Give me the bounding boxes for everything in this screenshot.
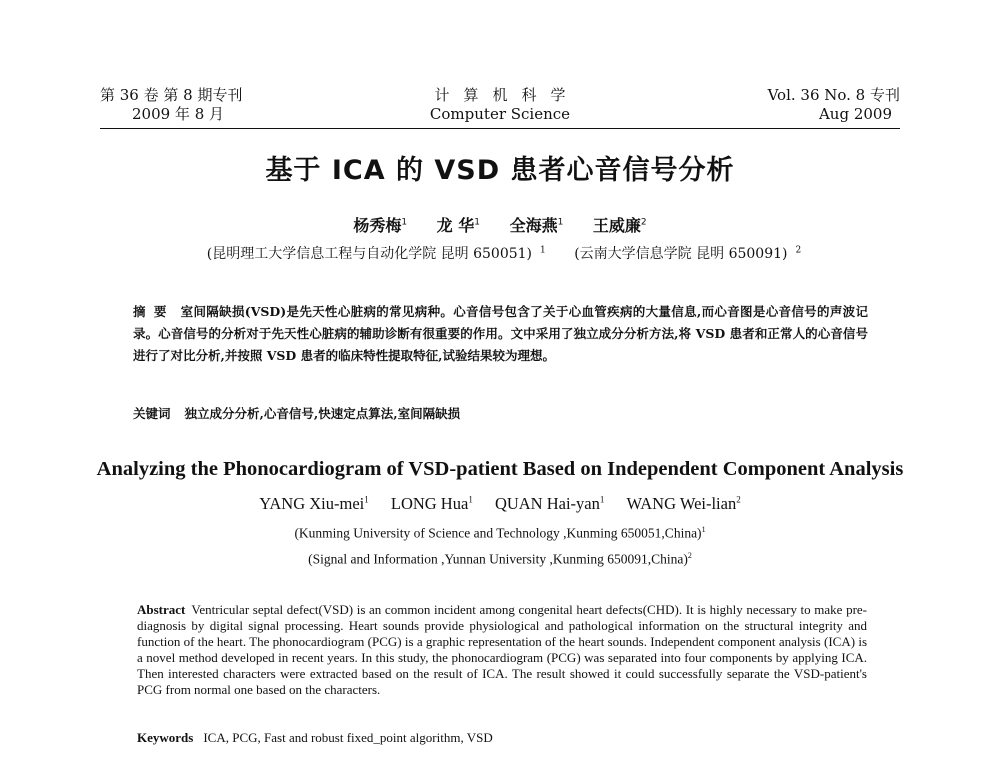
keywords-en-label: Keywords: [137, 730, 194, 745]
author-cn: 全海燕$^1$: [509, 216, 564, 235]
abstract-cn-label: 摘要: [133, 304, 175, 319]
keywords-cn-label: 关键词: [133, 406, 171, 421]
affiliation-cn: (昆明理工大学信息工程与自动化学院 昆明 650051) $^1$: [206, 245, 546, 262]
author-en: LONG Hua$^1$: [390, 494, 473, 513]
running-header: [100, 86, 900, 132]
journal-name-cn: 计算机科学: [434, 86, 580, 104]
journal-name-en: Computer Science: [429, 105, 571, 123]
abstract-cn: [133, 301, 868, 367]
affiliation-en: (Kunming University of Science and Technology ,Kunming 650051,China)$^1$: [294, 525, 706, 541]
affiliation-cn: (云南大学信息学院 昆明 650091) $^2$: [574, 245, 802, 262]
author-en: YANG Xiu-mei$^1$: [259, 494, 369, 513]
issue-date-en: Aug 2009: [818, 105, 892, 123]
keywords-cn: [133, 403, 868, 425]
abstract-cn-text: 室间隔缺损(VSD)是先天性心脏病的常见病种。心音信号包含了关于心血管疾病的大量信息,而心音图是心音信号的声波记录。心音信号的分析对于先天性心脏病的辅助诊断有很重要的作用。文中采用了独立成分分析方法,将 VSD 患者和正常人的心音信号进行了对比分析,并按照 VSD 患者的临床特性提取特征,试验结果较为理想。: [133, 304, 868, 363]
abstract-en: [137, 602, 867, 698]
abstract-en-text: Ventricular septal defect(VSD) is an common incident among congenital heart defects(CHD). It is highly necessary to make pre-diagnosis by digital signal processing. Heart sounds provide physiological and pathological information on the structural integrity and function of the heart. The phonocardiogram (PCG) is a graphic representation of the heart sounds. Independent component analysis (ICA) is a novel method developed in recent years. In this study, the phonocardiogram (PCG) was separated into four components by applying ICA. Then interested characters were extracted based on the result of ICA. The result showed it could successfully separate the VSD-patient's PCG from normal one based on the characters.: [137, 602, 867, 697]
keywords-en: [137, 730, 867, 746]
keywords-en-text: ICA, PCG, Fast and robust fixed_point algorithm, VSD: [203, 730, 493, 745]
author-cn: 王威廉$^2$: [592, 216, 647, 235]
author-en: QUAN Hai-yan$^1$: [494, 494, 605, 513]
abstract-en-label: Abstract: [137, 602, 186, 617]
author-cn: 杨秀梅$^1$: [353, 216, 408, 235]
paper-title-en: Analyzing the Phonocardiogram of VSD-patient Based on Independent Component Analysis: [96, 458, 904, 480]
author-cn: 龙 华$^1$: [436, 216, 480, 235]
keywords-cn-text: 独立成分分析,心音信号,快速定点算法,室间隔缺损: [184, 406, 461, 421]
author-list-en: [0, 494, 1000, 514]
issue-info-en: [768, 86, 900, 124]
affiliations-cn: [0, 243, 1000, 263]
paper-title-cn: 基于 ICA 的 VSD 患者心音信号分析: [265, 155, 735, 186]
author-en: WANG Wei-lian$^2$: [626, 494, 741, 513]
issue-date: 2009 年 8 月: [132, 105, 225, 123]
issue-volume: 第 36 卷 第 8 期专刊: [100, 86, 243, 104]
header-rule: [100, 128, 900, 129]
author-list-cn: [0, 213, 1000, 236]
issue-volume-en: Vol. 36 No. 8 专刊: [767, 86, 900, 104]
affiliation-en: (Signal and Information ,Yunnan University ,Kunming 650091,China)$^2$: [308, 551, 692, 567]
